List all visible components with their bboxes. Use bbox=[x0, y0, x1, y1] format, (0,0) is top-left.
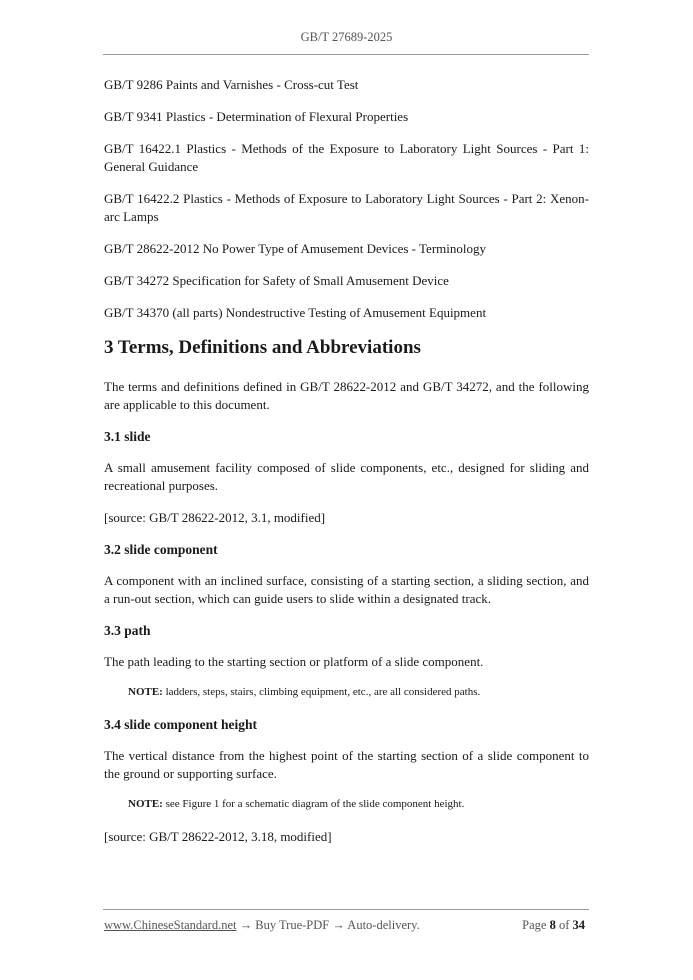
section-intro: The terms and definitions defined in GB/T 28622-2012 and GB/T 34272, and the following are applicable to this document. bbox=[104, 379, 589, 412]
page-content bbox=[104, 76, 589, 860]
term-heading-slide-component: 3.2 slide component bbox=[104, 542, 218, 557]
reference-item: GB/T 9286 Paints and Varnishes - Cross-cut Test bbox=[104, 77, 359, 92]
term-definition: A component with an inclined surface, consisting of a starting section, a sliding section, and a run-out section, which can guide users to slide within a designated track. bbox=[104, 573, 589, 606]
total-pages: 34 bbox=[572, 918, 585, 932]
term-definition: A small amusement facility composed of slide components, etc., designed for sliding and recreational purposes. bbox=[104, 460, 589, 493]
page-number bbox=[522, 918, 585, 933]
document-code: GB/T 27689-2025 bbox=[300, 30, 393, 44]
term-heading-path: 3.3 path bbox=[104, 623, 151, 638]
current-page: 8 bbox=[549, 918, 556, 932]
note-text: ladders, steps, stairs, climbing equipment, etc., are all considered paths. bbox=[162, 686, 481, 698]
note-text: see Figure 1 for a schematic diagram of the slide component height. bbox=[162, 798, 465, 810]
footer-tagline: → Buy True-PDF → Auto-delivery. bbox=[236, 918, 420, 932]
term-heading-slide: 3.1 slide bbox=[104, 429, 151, 444]
reference-item: GB/T 34272 Specification for Safety of Small Amusement Device bbox=[104, 273, 449, 288]
of-label: of bbox=[555, 918, 573, 932]
page-label: Page bbox=[522, 918, 550, 932]
page-header bbox=[0, 30, 693, 45]
reference-item: GB/T 16422.1 Plastics - Methods of the Exposure to Laboratory Light Sources - Part 1: General Guidance bbox=[104, 141, 589, 174]
term-note bbox=[128, 685, 589, 700]
term-heading-slide-component-height: 3.4 slide component height bbox=[104, 717, 258, 732]
note-label: NOTE: bbox=[128, 686, 163, 698]
term-note bbox=[128, 797, 589, 812]
note-label: NOTE: bbox=[128, 798, 163, 810]
site-link[interactable]: www.ChineseStandard.net bbox=[104, 918, 237, 932]
section-heading: 3 Terms, Definitions and Abbreviations bbox=[104, 337, 421, 358]
footer-promo bbox=[104, 918, 420, 933]
reference-item: GB/T 16422.2 Plastics - Methods of Exposure to Laboratory Light Sources - Part 2: Xenon-arc Lamps bbox=[104, 191, 589, 224]
reference-item: GB/T 34370 (all parts) Nondestructive Testing of Amusement Equipment bbox=[104, 305, 487, 320]
reference-item: GB/T 9341 Plastics - Determination of Flexural Properties bbox=[104, 109, 409, 124]
term-source: [source: GB/T 28622-2012, 3.1, modified] bbox=[104, 510, 326, 525]
term-definition: The vertical distance from the highest point of the starting section of a slide component to the ground or supporting surface. bbox=[104, 748, 589, 781]
footer-divider bbox=[103, 909, 589, 910]
term-source: [source: GB/T 28622-2012, 3.18, modified] bbox=[104, 829, 332, 844]
reference-item: GB/T 28622-2012 No Power Type of Amusement Devices - Terminology bbox=[104, 241, 486, 256]
header-divider bbox=[103, 54, 589, 55]
term-definition: The path leading to the starting section or platform of a slide component. bbox=[104, 654, 484, 669]
